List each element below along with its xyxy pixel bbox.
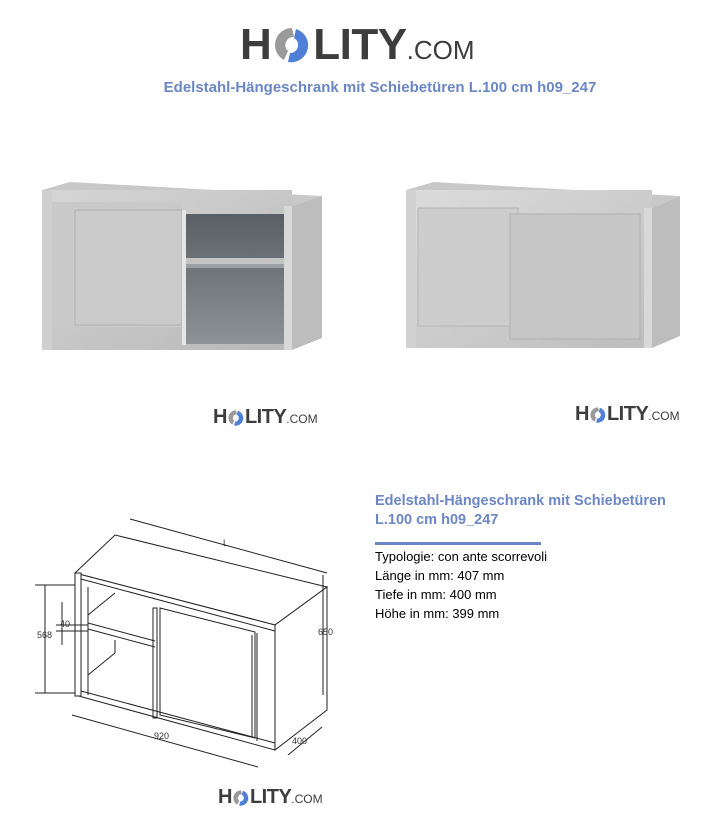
dim-label-40: 40 <box>60 619 71 629</box>
details-title-line2: L.100 cm h09_247 <box>375 512 499 528</box>
dim-label-920: 920 <box>154 731 170 741</box>
logo-text-h: H <box>218 786 232 808</box>
logo-text-com: .COM <box>406 35 475 65</box>
title-underline <box>375 542 541 545</box>
dim-label-568: 568 <box>37 630 53 640</box>
logo-text-lity: LITY <box>313 20 407 69</box>
product-details <box>375 492 715 623</box>
spec-depth: Tiefe in mm: 400 mm <box>375 587 497 602</box>
logo-o-icon <box>227 409 245 427</box>
watermark-logo-2 <box>575 403 680 426</box>
logo-text-com: .COM <box>291 792 323 806</box>
dim-label-400: 400 <box>292 736 308 746</box>
logo-text-h: H <box>213 406 227 428</box>
page-title: Edelstahl-Hängeschrank mit Schiebetüren L.100 cm h09_247 <box>163 79 597 96</box>
dim-label-l: L <box>223 538 229 548</box>
spec-height: Höhe in mm: 399 mm <box>375 606 500 621</box>
logo-text-com: .COM <box>286 412 318 426</box>
spec-length: Länge in mm: 407 mm <box>375 568 505 583</box>
logo-o-icon <box>272 25 312 65</box>
logo-text-h: H <box>575 403 589 425</box>
logo-text-lity: LITY <box>244 406 287 428</box>
logo-text-h: H <box>240 20 272 69</box>
logo-text-lity: LITY <box>606 403 649 425</box>
logo-o-icon <box>589 406 607 424</box>
holity-logo <box>240 20 475 70</box>
dim-label-650: 650 <box>318 627 334 637</box>
logo-o-icon <box>232 789 250 807</box>
cabinet-technical-drawing <box>30 505 350 775</box>
spec-typology: Typologie: con ante scorrevoli <box>375 549 547 564</box>
details-title-line1: Edelstahl-Hängeschrank mit Schiebetüren <box>375 493 666 509</box>
cabinet-photo-closed <box>400 160 700 360</box>
watermark-logo-3 <box>218 786 323 809</box>
watermark-logo-1 <box>213 406 318 429</box>
logo-text-com: .COM <box>648 409 680 423</box>
cabinet-photo-open <box>30 160 350 360</box>
logo-text-lity: LITY <box>249 786 292 808</box>
